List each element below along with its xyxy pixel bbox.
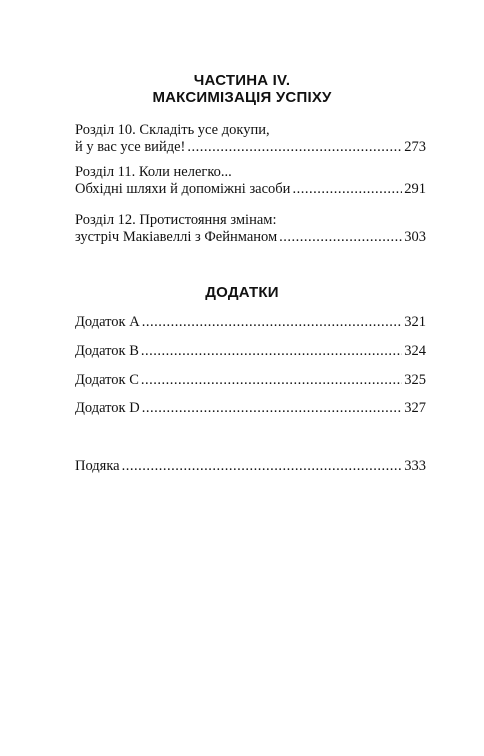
appendix-label: Додаток D	[75, 400, 140, 416]
chapter-subtitle: Обхідні шляхи й допоміжні засоби	[75, 181, 291, 197]
chapter-title: Розділ 10. Складіть усе докупи,	[75, 122, 270, 138]
chapter-title: Розділ 12. Протистояння змінам:	[75, 212, 277, 228]
toc-entry-appendix-b[interactable]	[75, 343, 426, 360]
toc-entry-appendix-a[interactable]	[75, 314, 426, 331]
dot-leader	[122, 458, 403, 475]
page-number: 303	[404, 229, 426, 245]
dot-leader	[141, 343, 402, 360]
page-number: 324	[404, 343, 426, 359]
toc-entry-thanks[interactable]	[75, 458, 426, 475]
part-title: ЧАСТИНА IV.	[193, 72, 291, 89]
dot-leader	[141, 372, 402, 389]
dot-leader	[187, 139, 402, 156]
appendix-label: Додаток B	[75, 343, 139, 359]
chapter-subtitle: й у вас усе вийде!	[75, 139, 186, 155]
appendix-label: Додаток C	[75, 372, 139, 388]
page-number: 327	[404, 400, 426, 416]
toc-entry-appendix-c[interactable]	[75, 372, 426, 389]
toc-entry-chapter-12[interactable]	[75, 212, 426, 246]
toc-entry-chapter-10[interactable]	[75, 122, 426, 156]
page-number: 325	[404, 372, 426, 388]
chapter-title: Розділ 11. Коли нелегко...	[75, 164, 232, 180]
page-number: 291	[404, 181, 426, 197]
part-subtitle: МАКСИМІЗАЦІЯ УСПІХУ	[152, 89, 332, 106]
chapter-subtitle: зустріч Макіавеллі з Фейнманом	[75, 229, 278, 245]
dot-leader	[292, 181, 402, 198]
page-number: 333	[404, 458, 426, 474]
page-number: 273	[404, 139, 426, 155]
part-heading	[0, 72, 484, 106]
dot-leader	[142, 400, 403, 417]
page-number: 321	[404, 314, 426, 330]
dot-leader	[279, 229, 402, 246]
thanks-label: Подяка	[75, 458, 120, 474]
dot-leader	[142, 314, 403, 331]
appendix-label: Додаток A	[75, 314, 140, 330]
toc-entry-chapter-11[interactable]	[75, 164, 426, 198]
toc-entry-appendix-d[interactable]	[75, 400, 426, 417]
appendices-heading: ДОДАТКИ	[205, 284, 279, 301]
